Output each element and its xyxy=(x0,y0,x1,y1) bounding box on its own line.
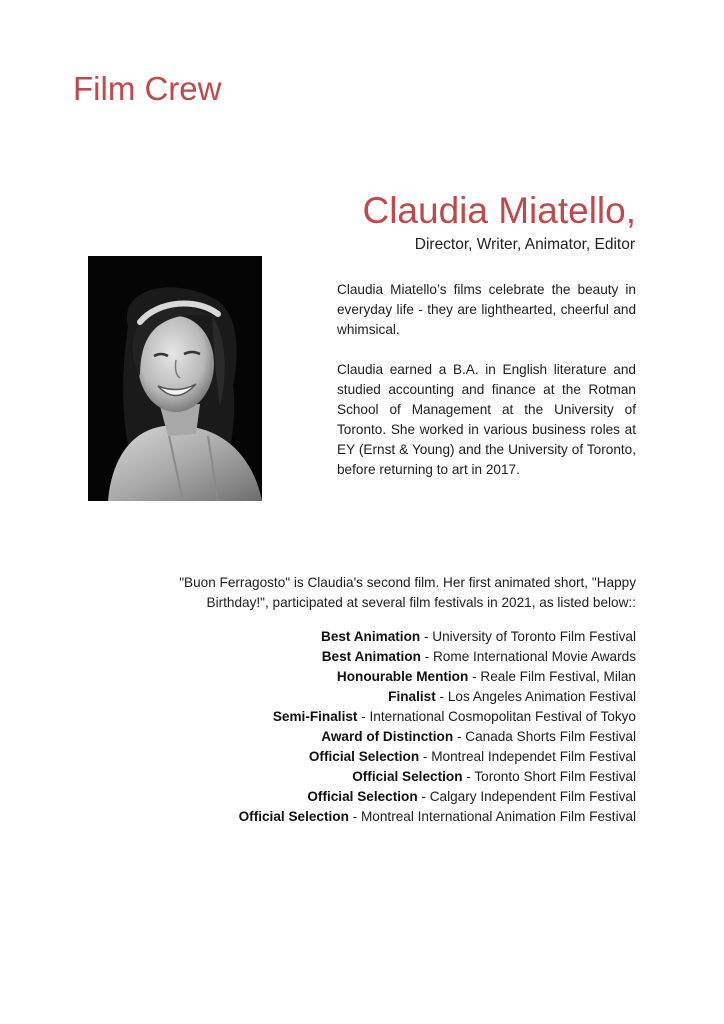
award-item xyxy=(76,767,636,787)
award-type: Official Selection xyxy=(308,749,420,764)
award-event: - Los Angeles Animation Festival xyxy=(435,689,636,704)
award-event: - Toronto Short Film Festival xyxy=(462,769,636,784)
festivals-intro-line: "Buon Ferragosto" is Claudia's second film. Her first animated short, "Happy xyxy=(179,575,636,590)
award-event: - International Cosmopolitan Festival of Tokyo xyxy=(357,709,636,724)
award-event: - Reale Film Festival, Milan xyxy=(468,669,636,684)
festivals-intro-line: Birthday!", participated at several film festivals in 2021, as listed below:: xyxy=(206,595,636,610)
award-item xyxy=(76,687,636,707)
award-type: Best Animation xyxy=(321,649,421,664)
festivals-intro xyxy=(116,573,636,613)
awards-list xyxy=(76,627,636,827)
award-type: Best Animation xyxy=(321,629,421,644)
award-type: Award of Distinction xyxy=(321,729,454,744)
award-event: - Canada Shorts Film Festival xyxy=(453,729,636,744)
award-type: Official Selection xyxy=(238,809,349,824)
bio-paragraph: Claudia earned a B.A. in English literature and studied accounting and finance at the Rotman School of Management at the University of Toronto. She worked in various business roles at EY (Ernst & Young) and the University of Toronto, before returning to art in 2017. xyxy=(337,362,636,477)
section-title: Film Crew xyxy=(73,70,222,107)
award-event: - Montreal Independet Film Festival xyxy=(419,749,636,764)
award-event: - University of Toronto Film Festival xyxy=(420,629,636,644)
bio-paragraph: Claudia Miatello’s films celebrate the beauty in everyday life - they are lighthearted, cheerful and whimsical. xyxy=(337,282,636,337)
award-item xyxy=(76,807,636,827)
award-type: Official Selection xyxy=(352,769,463,784)
portrait-illustration xyxy=(88,256,262,501)
award-item xyxy=(76,747,636,767)
award-item xyxy=(76,787,636,807)
award-type: Finalist xyxy=(388,689,436,704)
portrait-photo xyxy=(88,256,262,501)
award-event: - Montreal International Animation Film Festival xyxy=(348,809,636,824)
award-type: Semi-Finalist xyxy=(272,709,358,724)
award-event: - Calgary Independent Film Festival xyxy=(417,789,636,804)
award-item xyxy=(76,627,636,647)
award-item xyxy=(76,727,636,747)
award-type: Honourable Mention xyxy=(336,669,469,684)
award-item xyxy=(76,667,636,687)
award-event: - Rome International Movie Awards xyxy=(420,649,636,664)
biography xyxy=(337,280,636,500)
person-roles: Director, Writer, Animator, Editor xyxy=(414,236,635,253)
award-type: Official Selection xyxy=(307,789,418,804)
person-name: Claudia Miatello, xyxy=(362,190,636,231)
award-item xyxy=(76,707,636,727)
award-item xyxy=(76,647,636,667)
